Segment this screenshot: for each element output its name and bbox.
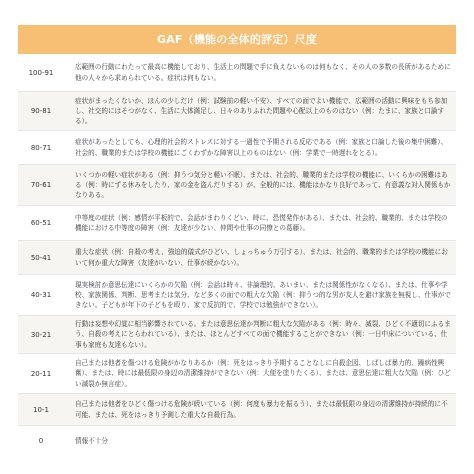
table-row	[18, 54, 456, 92]
score-range: 0	[38, 437, 44, 445]
score-range: 20-11	[30, 369, 52, 378]
score-range: 100-91	[28, 68, 54, 77]
score-range: 40-31	[30, 291, 52, 299]
table-row	[18, 92, 456, 131]
row-description: 情報不十分	[75, 436, 108, 445]
row-description: 中等度の症状（例：感情が平板的で、会話がまわりくどい、時に、恐慌発作がある）、または、社会的、職業的、または学校の機能における中等度の障害（例：友達が少ない、仲間や仕事の同僚との葛藤）。	[75, 213, 448, 232]
table-row	[18, 316, 456, 354]
score-range: 30-21	[30, 330, 52, 339]
row-description: 現実検討か意思伝達にいくらかの欠陥（例：会話は時々、非論理的、あいまい、または関係性がなくなる）、または、仕事や学校、家族関係、判断、思考または気分、など多くの面での粗大な欠陥（例：抑うつ的な男が友人を避け家族を無視し、仕事ができない。子どもが年下の子どもを殴り、家で反抗的で、学校では勉強ができない）。	[75, 280, 451, 310]
table-row	[18, 131, 456, 165]
table-row	[18, 394, 456, 426]
table-row	[18, 275, 456, 316]
score-range: 10-1	[33, 405, 49, 414]
row-description: 症状がまったくないか、ほんの少しだけ（例：試験前の軽い不安）、すべての面でよい機能で、広範囲の活動に興味をもち参加し、社交的にはそつがなく、生活に大体満足し、日々のありふれた問題や心配以上のものはない（例：たまに、家族と口論する）。	[75, 96, 448, 126]
table-row	[18, 165, 456, 206]
row-description: 症状があったとしても、心理的社会的ストレスに対する一過性で予期される反応である（例：家族と口論した後の集中困難）、社会的、職業的または学校の機能にごくわずかな障害以上のものはない（例：学業で一時遅れをとる）。	[75, 138, 448, 157]
table-row	[18, 206, 456, 241]
row-description: 行動は妄想や幻覚に相当影響されている。または意思伝達か判断に粗大な欠陥がある（例：時々、滅裂、ひどく不適切にふるまう、自殺の考えにとらわれている）、または、ほとんどすべての面で機能することができない（例：一日中床についている、仕事も家庭も友達もない）。	[75, 320, 451, 349]
table-row	[18, 354, 456, 394]
score-range: 80-71	[30, 143, 52, 152]
score-range: 90-81	[30, 107, 52, 115]
score-range: 50-41	[30, 253, 52, 262]
score-range: 70-61	[30, 181, 52, 189]
score-range: 60-51	[30, 219, 52, 227]
table-title: GAF（機能の全体的評定）尺度	[18, 25, 456, 54]
table-row	[18, 426, 456, 456]
row-description: 重大な症状（例：自殺の考え、強迫的儀式がひどい、しょっちゅう万引する）、または、社会的、職業的または学校の機能において何か重大な障害（友達がいない、仕事が続かない）。	[75, 248, 448, 267]
table-row	[18, 241, 456, 275]
row-description: 自己または他者を傷つける危険がかなりあるか（例：死をはっきり予期することなしに自殺企図、しばしば暴力的、躁病性興奮）、または、時には最低限の身辺の清潔維持ができない（例：大便を塗りたくる）、または、意思伝達に粗大な欠陥（例：ひどい滅裂か無言症）。	[75, 359, 451, 388]
row-description: 自己または他者をひどく傷つける危険が続いている（例：何度も暴力を振るう）、または最低限の身辺の清潔維持が持続的に不可能、または、死をはっきり予測した重大な自殺行為。	[75, 400, 448, 419]
row-description: いくつかの軽い症状がある（例：抑うつ気分と軽い不眠）、または、社会的、職業的または学校の機能に、いくらかの困難はある（例：時にずる休みをしたり、家の金を盗んだりする）が、全般的には、機能はかなり良好であって、有意義な対人関係もかなりある。	[75, 170, 451, 200]
row-description: 広範囲の行動にわたって最高に機能しており、生活上の問題で手に負えないものは何もなく、その人の多数の長所があるために他の人々から求められている。症状は何もない。	[75, 63, 451, 82]
